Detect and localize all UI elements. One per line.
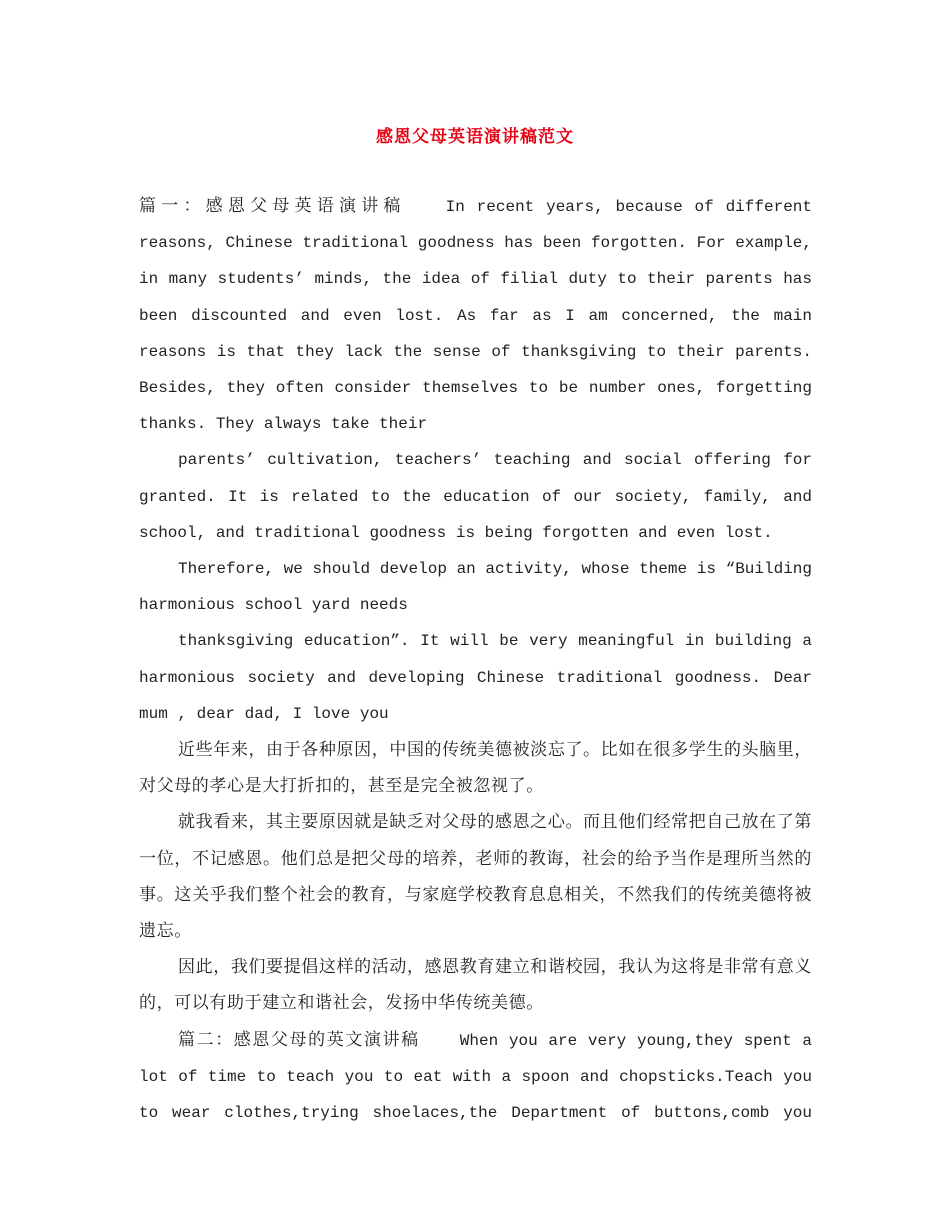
paragraph-cn-3: 因此，我们要提倡这样的活动，感恩教育建立和谐校园，我认为这将是非常有意义的，可以有助于建立和谐社会，发扬中华传统美德。: [139, 957, 812, 1014]
paragraph-s1-p4: thanksgiving education”. It will be very meaningful in building a harmonious society and developing Chinese traditional goodness. Dear mum , dear dad, I love you: [139, 632, 812, 723]
paragraph-s1-p3: Therefore, we should develop an activity, whose theme is “Building harmonious school yard needs: [139, 560, 812, 615]
paragraph-cn-2: 就我看来，其主要原因就是缺乏对父母的感恩之心。而且他们经常把自己放在了第一位，不记感恩。他们总是把父母的培养，老师的教诲，社会的给予当作是理所当然的事。这关乎我们整个社会的教育，与家庭学校教育息息相关，不然我们的传统美德将被遗忘。: [139, 812, 812, 942]
paragraph-cn-1: 近些年来，由于各种原因，中国的传统美德被淡忘了。比如在很多学生的头脑里，对父母的孝心是大打折扣的，甚至是完全被忽视了。: [139, 740, 812, 797]
document-body: [139, 188, 812, 1131]
paragraph-text: In recent years, because of different reasons, Chinese traditional goodness has been forgotten. For example, in many students’ minds, the idea of filial duty to their parents has been discounted and even lost. As far as I am concerned, the main reasons is that they lack the sense of thanksgiving to their parents. Besides, they often consider themselves to be number ones, forgetting thanks. They always take their: [139, 198, 812, 434]
paragraph-s1-p1: [139, 188, 812, 442]
section-heading-1: 篇一：感恩父母英语演讲稿: [139, 196, 406, 216]
document-title: 感恩父母英语演讲稿范文: [376, 127, 574, 147]
section-heading-2: 篇二：感恩父母的英文演讲稿: [178, 1029, 420, 1050]
paragraph-s1-p2: parents’ cultivation, teachers’ teaching and social offering for granted. It is related to the education of our society, family, and school, and traditional goodness is being forgotten and even lost.: [139, 451, 812, 542]
paragraph-s2-p1: [139, 1022, 812, 1132]
paragraph-text: When you are very young,they spent a lot of time to teach you to eat with a spoon and chopsticks.Teach you to wear clothes,trying shoelaces,the Department of buttons,comb you: [139, 1031, 813, 1123]
